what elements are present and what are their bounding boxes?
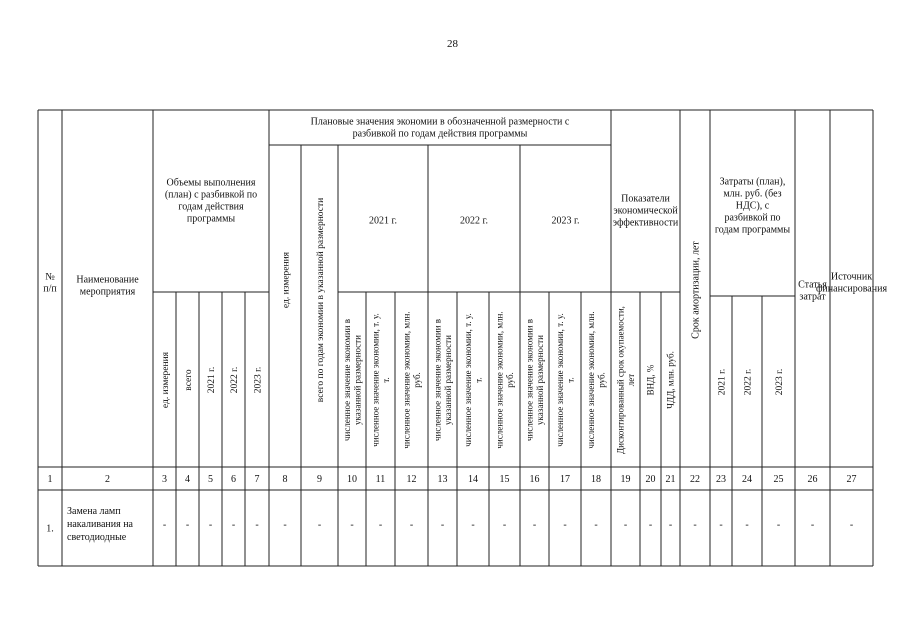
row-value-col-23: -	[719, 519, 723, 531]
row-num: 1.	[46, 523, 54, 535]
row-value-col-12: -	[409, 519, 414, 531]
column-number-11: 11	[375, 474, 386, 485]
row-value-col-25: -	[776, 519, 781, 531]
efficiency-col-19: Дисконтированный срок окупаемости,лет	[615, 306, 637, 454]
row-value-col-26: -	[810, 519, 815, 531]
row-value-col-20: -	[648, 519, 653, 531]
column-number-4: 4	[185, 474, 190, 485]
column-number-9: 9	[317, 474, 322, 485]
row-value-col-14: -	[471, 519, 475, 531]
column-number-8: 8	[282, 474, 288, 485]
column-number-18: 18	[591, 474, 601, 485]
row-value-col-11: -	[378, 519, 383, 531]
row-value-col-21: -	[668, 519, 673, 531]
row-value-col-7: -	[255, 519, 259, 531]
column-number-15: 15	[499, 474, 510, 485]
year-sub-col-13: численное значение экономии вуказанной размерности	[432, 319, 454, 441]
efficiency-header: Показатели экономической эффективности	[612, 193, 679, 229]
costs-col-23: 2021 г.	[717, 368, 728, 396]
row-value-col-17: -	[563, 519, 567, 531]
year-sub-col-10: численное значение экономии вуказанной размерности	[341, 319, 363, 441]
page-number: 28	[447, 38, 458, 50]
amortization-header: Срок амортизации, лет	[690, 241, 702, 339]
year-sub-col-11: численное значение экономии, т. у.т.	[370, 313, 392, 447]
column-number-1: 1	[47, 474, 53, 485]
year-sub-col-12: численное значение экономии, млн.руб.	[401, 311, 423, 449]
row-value-col-8: -	[283, 519, 287, 531]
row-value-col-6: -	[231, 519, 236, 531]
costs-col-25: 2023 г.	[774, 368, 785, 396]
source-header: Источник финансирования	[815, 271, 888, 295]
row-name: Замена ламп накаливания на светодиодные	[67, 506, 133, 543]
row-value-col-15: -	[502, 519, 507, 531]
volumes-col-4: всего	[183, 369, 194, 391]
efficiency-col-21: ЧДД, млн. руб.	[665, 351, 676, 409]
row-value-col-3: -	[162, 519, 167, 531]
row-value-col-18: -	[594, 519, 598, 531]
column-number-23: 23	[716, 474, 726, 485]
savings-header: Плановые значения экономии в обозначенной размерности с разбивкой по годам действия программы	[310, 116, 570, 140]
row-value-col-27: -	[849, 519, 854, 531]
column-number-3: 3	[162, 474, 167, 485]
year-header-2022: 2022 г.	[460, 215, 488, 227]
row-value-col-24: -	[745, 519, 749, 531]
savings-unit-header: ед. измерения	[281, 251, 292, 309]
volumes-col-7: 2023 г.	[253, 366, 264, 394]
year-sub-col-14: численное значение экономии, т. у.т.	[462, 313, 484, 447]
row-value-col-13: -	[440, 519, 445, 531]
year-sub-col-15: численное значение экономии, млн.руб.	[494, 311, 516, 449]
column-number-6: 6	[231, 474, 236, 485]
column-number-19: 19	[620, 474, 631, 485]
column-number-22: 22	[690, 474, 700, 485]
row-value-col-10: -	[350, 519, 354, 531]
column-number-7: 7	[254, 474, 260, 485]
column-number-2: 2	[105, 474, 110, 485]
column-number-12: 12	[406, 474, 417, 485]
column-number-20: 20	[645, 474, 656, 485]
row-value-col-19: -	[623, 519, 628, 531]
volumes-col-3: ед. измерения	[160, 351, 171, 409]
column-number-16: 16	[529, 474, 540, 485]
col-num-header: № п/п	[43, 271, 57, 295]
row-value-col-5: -	[208, 519, 213, 531]
year-header-2021: 2021 г.	[369, 215, 397, 227]
savings-total-header: всего по годам экономии в указанной размерности	[315, 197, 326, 403]
row-value-col-4: -	[185, 519, 190, 531]
column-number-27: 27	[846, 474, 857, 485]
column-number-26: 26	[807, 474, 818, 485]
column-number-21: 21	[665, 474, 676, 485]
col-name-header: Наименование мероприятия	[76, 274, 139, 298]
row-value-col-9: -	[317, 519, 322, 531]
row-value-col-22: -	[693, 519, 697, 531]
column-number-17: 17	[560, 474, 570, 485]
article-header: Статья затрат	[798, 279, 827, 303]
year-header-2023: 2023 г.	[551, 215, 580, 227]
column-number-5: 5	[208, 474, 213, 485]
year-sub-col-17: численное значение экономии, т. у.т.	[554, 313, 576, 447]
column-number-13: 13	[437, 474, 448, 485]
year-sub-col-16: численное значение экономии вуказанной размерности	[524, 319, 546, 441]
costs-col-24: 2022 г.	[743, 368, 754, 396]
column-number-14: 14	[468, 474, 478, 485]
efficiency-col-20: ВНД, %	[645, 364, 656, 396]
volumes-col-5: 2021 г.	[206, 366, 217, 394]
column-number-24: 24	[742, 474, 752, 485]
year-sub-col-18: численное значение экономии, млн.руб.	[585, 311, 607, 449]
column-number-25: 25	[773, 474, 784, 485]
costs-header: Затраты (план), млн. руб. (без НДС), с разбивкой по годам программы	[714, 176, 791, 236]
volumes-header: Объемы выполнения (план) с разбивкой по годам действия программы	[164, 177, 258, 225]
row-value-col-16: -	[532, 519, 537, 531]
column-number-10: 10	[347, 474, 357, 485]
volumes-col-6: 2022 г.	[229, 366, 240, 394]
